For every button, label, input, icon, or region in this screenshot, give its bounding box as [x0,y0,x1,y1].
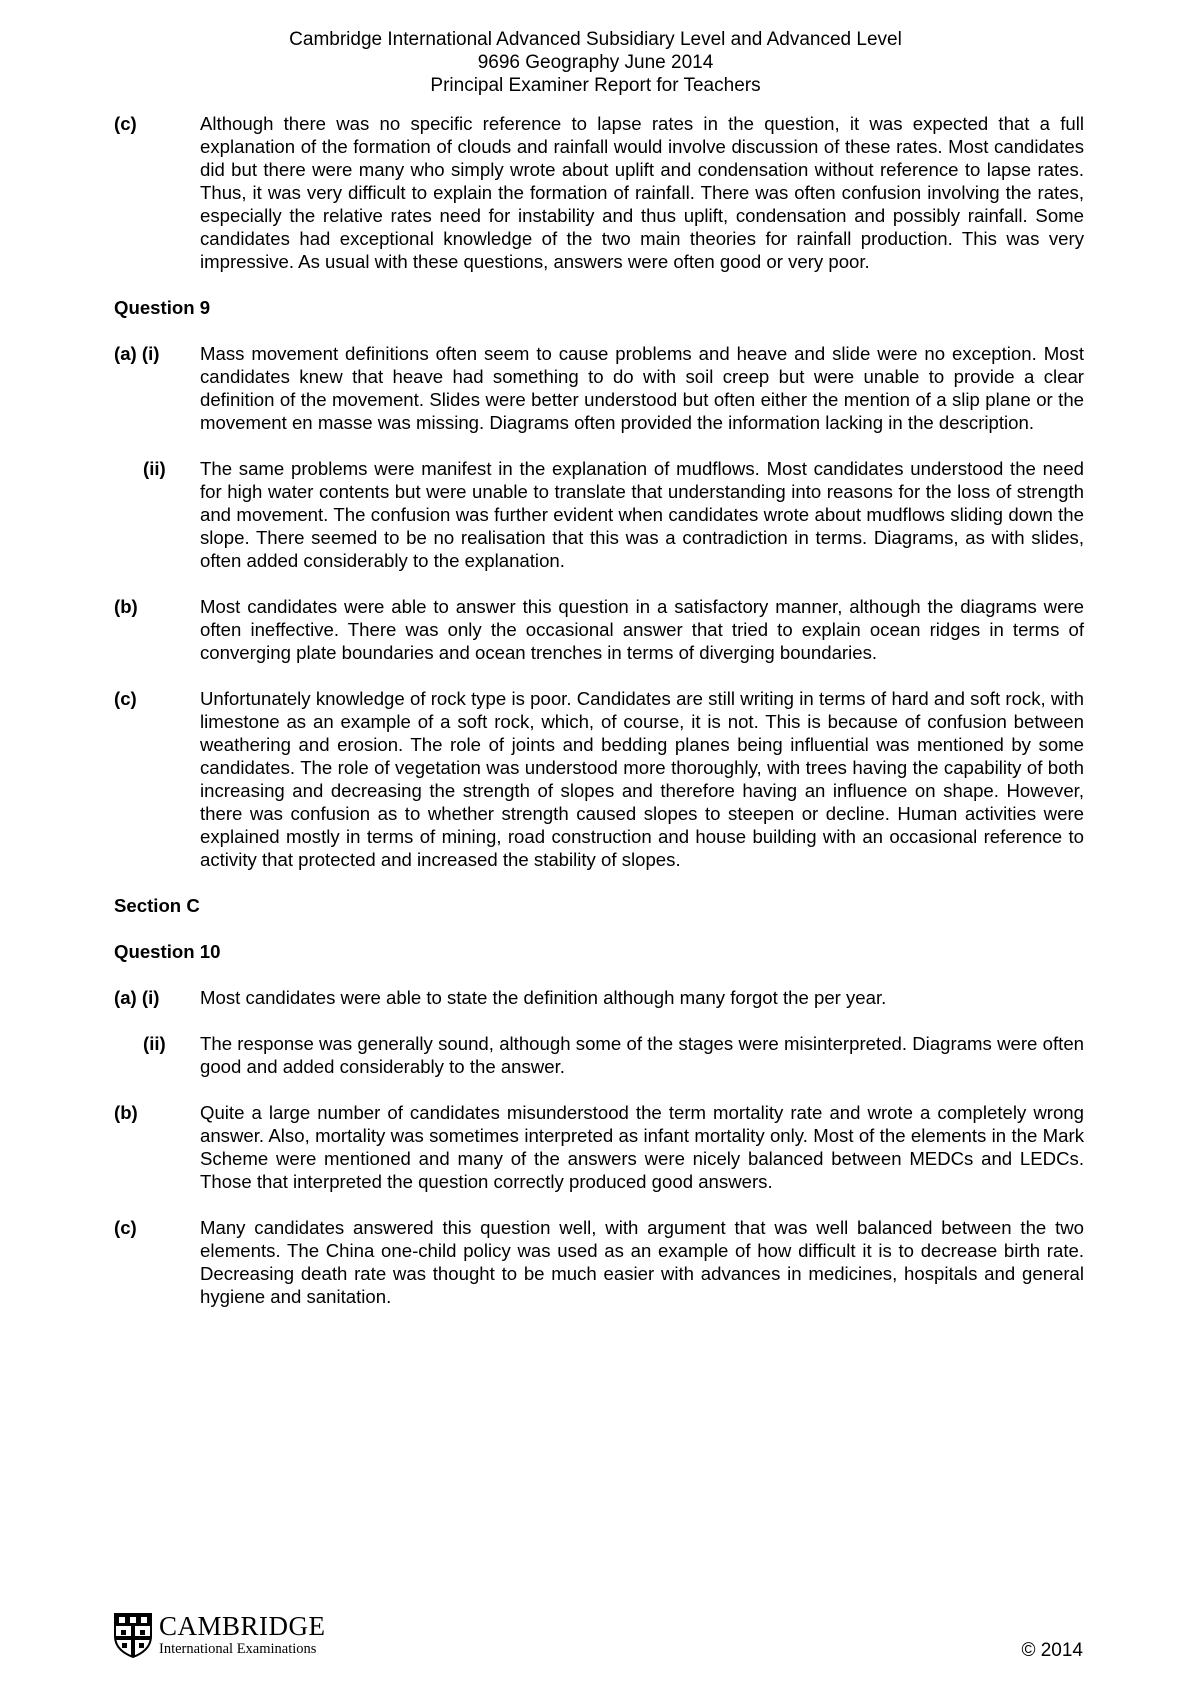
q10-a-ii-block [114,1032,1084,1078]
report-content [114,112,1084,1331]
question-9-heading: Question 9 [114,297,211,318]
item-text: Most candidates were able to answer this question in a satisfactory manner, although the diagrams were often ineffective. There was only the occasional answer that tried to explain ocean ridges in terms of converging plate boundaries and ocean trenches in terms of diverging boundaries. [200,596,1084,663]
header-line-1: Cambridge International Advanced Subsidiary Level and Advanced Level [289,29,902,50]
item-text: Mass movement definitions often seem to cause problems and heave and slide were no exception. Most candidates knew that heave had something to do with soil creep but were unable to provide a clear definition of the movement. Slides were better understood but often either the mention of a slip plane or the movement en masse was missing. Diagrams often provided the information lacking in the description. [200,343,1084,433]
copyright-notice: © 2014 [1021,1640,1083,1661]
q9-c-block [114,687,1084,871]
item-text: Unfortunately knowledge of rock type is poor. Candidates are still writing in terms of hard and soft rock, with limestone as an example of a soft rock, which, of course, it is not. This is because of confusion between weathering and erosion. The role of joints and bedding planes being influential was mentioned by some candidates. The role of vegetation was understood more thoroughly, with trees having the capability of both increasing and decreasing the strength of slopes and therefore having an influence on shape. However, there was confusion as to whether strength caused slopes to steepen or decline. Human activities were explained mostly in terms of mining, road construction and house building with an occasional reference to activity that protected and increased the stability of slopes. [200,688,1084,870]
item-text: Most candidates were able to state the definition although many forgot the per year. [200,987,887,1008]
item-label: (ii) [143,1033,166,1054]
q10-c-block [114,1216,1084,1308]
item-label: (ii) [143,458,166,479]
logo-subtitle: International Examinations [159,1640,317,1657]
header-line-3: Principal Examiner Report for Teachers [430,75,761,96]
cambridge-shield-icon [113,1612,153,1658]
q10-a-i-block [114,986,1084,1009]
item-text: Quite a large number of candidates misunderstood the term mortality rate and wrote a completely wrong answer. Also, mortality was sometimes interpreted as infant mortality only. Most of the elements in the Mark Scheme were mentioned and many of the answers were nicely balanced between MEDCs and LEDCs. Those that interpreted the question correctly produced good answers. [200,1102,1084,1192]
page-header [0,28,1191,97]
item-text: The response was generally sound, although some of the stages were misinterpreted. Diagrams were often good and added considerably to the answer. [200,1033,1084,1077]
cambridge-logo [113,1612,326,1658]
logo-name: CAMBRIDGE [159,1610,326,1641]
item-text: Although there was no specific reference to lapse rates in the question, it was expected that a full explanation of the formation of clouds and rainfall would involve discussion of these rates. Most candidates did but there were many who simply wrote about uplift and condensation without reference to lapse rates. Thus, it was very difficult to explain the formation of rainfall. There was often confusion involving the rates, especially the relative rates need for instability and thus uplift, condensation and possibly rainfall. Some candidates had exceptional knowledge of the two main theories for rainfall production. This was very impressive. As usual with these questions, answers were often good or very poor. [200,113,1084,272]
answer-block-c [114,112,1084,273]
item-text: The same problems were manifest in the explanation of mudflows. Most candidates understood the need for high water contents but were unable to translate that understanding into reasons for the loss of strength and movement. The confusion was further evident when candidates wrote about mudflows sliding down the slope. There seemed to be no realisation that this was a contradiction in terms. Diagrams, as with slides, often added considerably to the explanation. [200,458,1084,571]
q9-b-block [114,595,1084,664]
item-label: (c) [114,113,137,134]
item-label: (a) (i) [114,987,160,1008]
question-10-heading: Question 10 [114,941,221,962]
section-c-heading: Section C [114,895,200,916]
item-label: (b) [114,596,138,617]
item-label: (a) (i) [114,343,160,364]
item-text: Many candidates answered this question well, with argument that was well balanced between the two elements. The China one-child policy was used as an example of how difficult it is to decrease birth rate. Decreasing death rate was thought to be much easier with advances in medicines, hospitals and general hygiene and sanitation. [200,1217,1084,1307]
q10-b-block [114,1101,1084,1193]
header-line-2: 9696 Geography June 2014 [477,52,714,73]
q9-a-i-block [114,342,1084,434]
q9-a-ii-block [114,457,1084,572]
item-label: (b) [114,1102,138,1123]
item-label: (c) [114,1217,137,1238]
item-label: (c) [114,688,137,709]
